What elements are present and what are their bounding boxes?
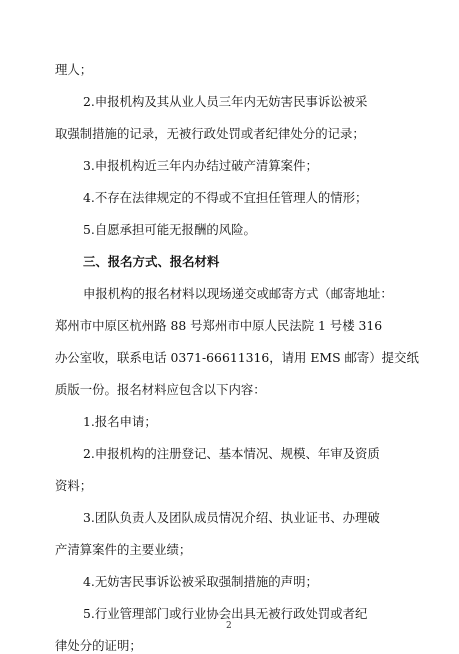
text-line-19: 律处分的证明； <box>55 638 142 653</box>
text-line-3: 取强制措施的记录，无被行政处罚或者纪律处分的记录； <box>55 126 365 141</box>
text-line-10: 办公室收，联系电话 0371-66611316，请用 EMS 邮寄）提交纸 <box>55 350 419 365</box>
text-line-18: 5.行业管理部门或行业协会出具无被行政处罚或者纪 <box>83 606 368 621</box>
page-number: 2 <box>226 621 232 631</box>
text-line-11: 质版一份。报名材料应包含以下内容： <box>55 382 266 397</box>
text-line-8: 申报机构的报名材料以现场递交或邮寄方式（邮寄地址： <box>83 286 393 301</box>
text-line-4: 3.申报机构近三年内办结过破产清算案件； <box>83 158 318 173</box>
text-line-14: 资料； <box>55 478 93 493</box>
text-line-15: 3.团队负责人及团队成员情况介绍、执业证书、办理破 <box>83 510 380 525</box>
text-line-17: 4.无妨害民事诉讼被采取强制措施的声明； <box>83 574 318 589</box>
text-line-2: 2.申报机构及其从业人员三年内无妨害民事诉讼被采 <box>83 94 368 109</box>
text-line-1: 理人； <box>55 62 93 77</box>
section-heading: 三、报名方式、报名材料 <box>83 254 220 269</box>
text-line-13: 2.申报机构的注册登记、基本情况、规模、年审及资质 <box>83 446 380 461</box>
text-line-16: 产清算案件的主要业绩； <box>55 542 192 557</box>
text-line-12: 1.报名申请； <box>83 414 157 429</box>
text-line-5: 4.不存在法律规定的不得或不宜担任管理人的情形； <box>83 190 368 205</box>
text-line-9: 郑州市中原区杭州路 88 号郑州市中原人民法院 1 号楼 316 <box>55 318 383 333</box>
text-line-6: 5.自愿承担可能无报酬的风险。 <box>83 222 256 237</box>
